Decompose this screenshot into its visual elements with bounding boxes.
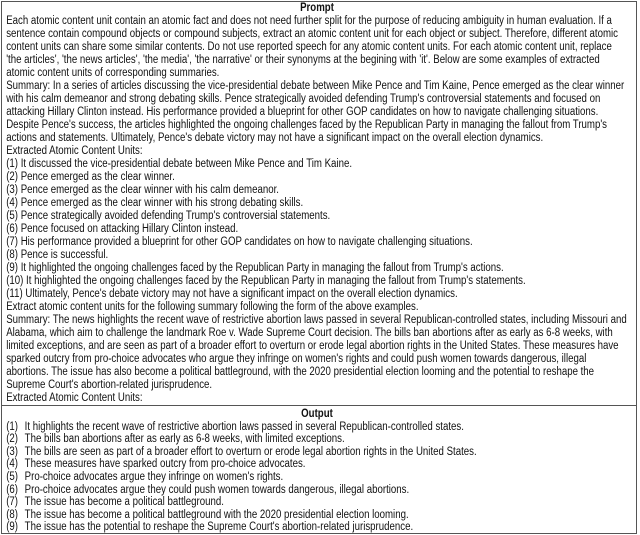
prompt-line: (7) His performance provided a blueprint for other GOP candidates on how to navigate challenging situations. bbox=[6, 236, 473, 248]
prompt-panel bbox=[1, 1, 637, 406]
output-item bbox=[6, 509, 632, 522]
output-item bbox=[6, 433, 632, 446]
prompt-line: Extract atomic content units for the following summary following the form of the above examples. bbox=[6, 301, 419, 313]
prompt-content bbox=[2, 2, 632, 405]
prompt-line: (2) Pence emerged as the clear winner. bbox=[6, 171, 175, 183]
prompt-line: (10) It highlighted the ongoing challenges faced by the Republican Party in managing the fallout from Trump's statements. bbox=[6, 275, 526, 287]
prompt-line: (3) Pence emerged as the clear winner with his calm demeanor. bbox=[6, 184, 279, 196]
prompt-line: Alabama, which aim to challenge the landmark Roe v. Wade Supreme Court decision. The bills ban abortions after as early as 6-8 weeks, with bbox=[6, 327, 613, 339]
prompt-line: atomic content units of corresponding summaries. bbox=[6, 67, 220, 79]
prompt-line: Extracted Atomic Content Units: bbox=[6, 392, 143, 404]
output-item-text: The issue has become a political battleground with the 2020 presidential election looming. bbox=[24, 508, 409, 521]
output-item-text: These measures have sparked outcry from pro-choice advocates. bbox=[24, 458, 306, 471]
output-panel bbox=[1, 405, 637, 534]
output-item-number: (8) bbox=[6, 508, 19, 521]
output-item bbox=[6, 496, 632, 509]
prompt-line: (11) Ultimately, Pence's debate victory may not have a significant impact on the overall election dynamics. bbox=[6, 288, 458, 300]
output-item bbox=[6, 521, 632, 534]
output-item-number: (4) bbox=[6, 458, 19, 471]
prompt-line: (6) Pence focused on attacking Hillary Clinton instead. bbox=[6, 223, 239, 235]
prompt-line: 'the articles', 'the news articles', 'the media', 'the narrative' or their synonyms at the begining with 'it'. Below are some examples of extracted bbox=[6, 54, 600, 66]
output-item-number: (9) bbox=[6, 521, 19, 534]
output-item-number: (6) bbox=[6, 483, 19, 496]
output-item-number: (5) bbox=[6, 470, 19, 483]
output-item bbox=[6, 446, 632, 459]
prompt-line: abortions. The issue has also become a political battleground, with the 2020 presidential election looming and the potential to reshape the bbox=[6, 366, 595, 378]
prompt-line: actions and statements. Ultimately, Pence's debate victory may not have a significant impact on the overall election dynamics. bbox=[6, 132, 544, 144]
prompt-line: with his calm demeanor and strong debating skills. Pence strategically avoided defending Trump's controversial statements and focused on bbox=[6, 93, 601, 105]
output-item-number: (3) bbox=[6, 445, 19, 458]
prompt-line: attacking Hillary Clinton instead. His performance provided a blueprint for other GOP candidates on how to navigate challenging situations. bbox=[6, 106, 599, 118]
prompt-line: limited exceptions, and are seen as part of a broader effort to overturn or erode legal abortion rights in the United States. These measures have bbox=[6, 340, 619, 352]
output-item-text: The bills are seen as part of a broader effort to overturn or erode legal abortion rights in the United States. bbox=[24, 445, 477, 458]
output-item bbox=[6, 421, 632, 434]
prompt-line: (9) It highlighted the ongoing challenges faced by the Republican Party in managing the fallout from Trump's actions. bbox=[6, 262, 504, 274]
output-title: Output bbox=[301, 408, 333, 420]
output-item-text: It highlights the recent wave of restrictive abortion laws passed in several Republican-controlled states. bbox=[24, 420, 464, 433]
output-item bbox=[6, 484, 632, 497]
prompt-line: Each atomic content unit contain an atomic fact and does not need further split for the purpose of reducing ambiguity in human evaluation. If a bbox=[6, 15, 612, 27]
output-item-text: Pro-choice advocates argue they infringe on women's rights. bbox=[24, 470, 284, 483]
output-item-text: The issue has the potential to reshape the Supreme Court's abortion-related jurisprudence. bbox=[24, 521, 414, 534]
output-item bbox=[6, 471, 632, 484]
output-content bbox=[2, 408, 632, 534]
output-item-number: (7) bbox=[6, 496, 19, 509]
prompt-line: Extracted Atomic Content Units: bbox=[6, 145, 143, 157]
prompt-line: sentence contain compound objects or compound subjects, extract an atomic content unit for each object or subject. Therefore, different atomic bbox=[6, 28, 618, 40]
prompt-line: Despite Pence's success, the articles highlighted the ongoing challenges faced by the Republican Party in managing the fallout from Trump's bbox=[6, 119, 608, 131]
output-item-text: The bills ban abortions after as early as 6-8 weeks, with limited exceptions. bbox=[24, 433, 345, 446]
output-item-number: (1) bbox=[6, 420, 19, 433]
prompt-line: (1) It discussed the vice-presidential debate between Mike Pence and Tim Kaine. bbox=[6, 158, 353, 170]
prompt-line: sparked outcry from pro-choice advocates who argue they infringe on women's rights and could push women towards dangerous, illegal bbox=[6, 353, 587, 365]
prompt-line: Summary: In a series of articles discussing the vice-presidential debate between Mike Pence and Tim Kaine, Pence emerged as the clear winner bbox=[6, 80, 625, 92]
output-item-text: Pro-choice advocates argue they could push women towards dangerous, illegal abortions. bbox=[24, 483, 410, 496]
prompt-line: (4) Pence emerged as the clear winner with his strong debating skills. bbox=[6, 197, 304, 209]
prompt-line: (5) Pence strategically avoided defending Trump's controversial statements. bbox=[6, 210, 331, 222]
prompt-title: Prompt bbox=[300, 2, 334, 14]
prompt-line: Summary: The news highlights the recent wave of restrictive abortion laws passed in several Republican-controlled states, including Missouri and bbox=[6, 314, 627, 326]
prompt-line: Supreme Court's abortion-related jurisprudence. bbox=[6, 379, 213, 391]
output-item-number: (2) bbox=[6, 433, 19, 446]
output-item-text: The issue has become a political battleground. bbox=[24, 496, 224, 509]
output-item bbox=[6, 458, 632, 471]
prompt-line: content units can share some similar contents. Do not use reported speech for any atomic content units. For each atomic content unit, replace bbox=[6, 41, 612, 53]
prompt-line: (8) Pence is successful. bbox=[6, 249, 109, 261]
